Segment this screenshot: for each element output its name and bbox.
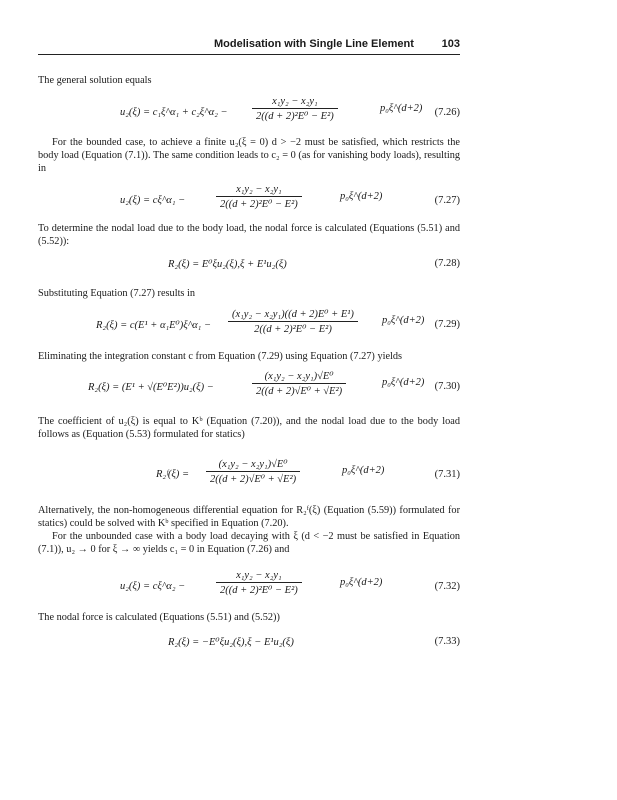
header-rule: [38, 54, 460, 55]
eq-lhs: R₂(ξ) = −E⁰ξu₂(ξ),ξ − E¹u₂(ξ): [168, 637, 294, 648]
eq-lhs: u₂(ξ) = cξ^α₂ −: [120, 581, 186, 592]
equation-7-28: [38, 254, 460, 274]
equation-7-27: [38, 184, 460, 220]
eq-fraction: [206, 458, 300, 485]
eq-fraction: [252, 370, 346, 397]
paragraph-unbounded-case: For the unbounded case with a body load decaying with ξ (d < −2 must be satisfied in Equation (7.1)), u₂ → 0 for ξ → ∞ yields c₁ = 0 in Equation (7.26) and: [38, 531, 460, 555]
equation-number: (7.29): [434, 319, 460, 330]
fraction-bar: [252, 108, 338, 109]
equation-7-31: [38, 458, 460, 494]
eq-tail: p₀ξ^(d+2): [380, 103, 423, 114]
eq-denominator: 2((d + 2)²E⁰ − E²): [220, 199, 298, 210]
eq-fraction: [216, 570, 302, 596]
paragraph-alternatively: Alternatively, the non-homogeneous differential equation for R₂ᶠ(ξ) (Equation (5.59)) formulated for statics) could be solved with Kᵇ specified in Equation (7.20).: [38, 505, 460, 529]
eq-numerator: (x₁y₂ − x₂y₁)√E⁰: [264, 371, 334, 382]
eq-tail: p₀ξ^(d+2): [382, 377, 425, 388]
eq-tail: p₀ξ^(d+2): [382, 315, 425, 326]
eq-lhs: u₂(ξ) = c₁ξ^α₁ + c₂ξ^α₂ −: [120, 107, 228, 118]
header-title: Modelisation with Single Line Element: [214, 38, 414, 50]
eq-lhs: R₂(ξ) = E⁰ξu₂(ξ),ξ + E¹u₂(ξ): [168, 259, 287, 270]
eq-tail: p₀ξ^(d+2): [340, 191, 383, 202]
eq-numerator: (x₁y₂ − x₂y₁)((d + 2)E⁰ + E¹): [232, 309, 354, 320]
paragraph-nodal-force: The nodal force is calculated (Equations (5.51) and (5.52)): [38, 612, 280, 623]
equation-7-29: [38, 308, 460, 344]
paragraph-bounded-case: For the bounded case, to achieve a finite u₂(ξ = 0) d > −2 must be satisfied, which restricts the body load (Equation (7.1)). The same condition leads to c₂ = 0 (as for vanishing body loads), resulting in: [38, 137, 460, 174]
running-header: [214, 38, 460, 50]
fraction-bar: [252, 383, 346, 384]
paragraph-general-solution: The general solution equals: [38, 75, 152, 86]
paragraph-coefficient: The coefficient of u₂(ξ) is equal to Kᵇ (Equation (7.20)), and the nodal load due to the body load follows as (Equation (5.53) formulated for statics): [38, 416, 460, 440]
eq-lhs: R₂ᶠ(ξ) =: [156, 469, 190, 480]
fraction-bar: [216, 196, 302, 197]
page-number: 103: [441, 38, 460, 50]
eq-lhs: R₂(ξ) = (E¹ + √(E⁰E²))u₂(ξ) −: [88, 382, 214, 393]
eq-fraction: [216, 184, 302, 210]
equation-number: (7.32): [434, 581, 460, 592]
equation-7-30: [38, 370, 460, 406]
eq-fraction: [252, 96, 338, 122]
eq-tail: p₀ξ^(d+2): [340, 577, 383, 588]
eq-fraction: [228, 308, 358, 335]
eq-denominator: 2((d + 2)²E⁰ − E²): [254, 324, 332, 335]
paragraph-eliminating: Eliminating the integration constant c from Equation (7.29) using Equation (7.27) yields: [38, 351, 403, 362]
eq-denominator: 2((d + 2)√E⁰ + √E²): [210, 474, 297, 485]
eq-denominator: 2((d + 2)²E⁰ − E²): [256, 111, 334, 122]
equation-number: (7.31): [434, 469, 460, 480]
eq-numerator: x₁y₂ − x₂y₁: [236, 570, 282, 581]
equation-number: (7.26): [434, 107, 460, 118]
eq-denominator: 2((d + 2)²E⁰ − E²): [220, 585, 298, 596]
fraction-bar: [206, 471, 300, 472]
equation-number: (7.27): [434, 195, 460, 206]
eq-numerator: x₁y₂ − x₂y₁: [272, 96, 318, 107]
eq-lhs: R₂(ξ) = c(E¹ + α₁E⁰)ξ^α₁ −: [96, 320, 212, 331]
equation-number: (7.30): [434, 381, 460, 392]
paragraph-substituting: Substituting Equation (7.27) results in: [38, 288, 196, 299]
equation-number: (7.28): [434, 258, 460, 269]
fraction-bar: [216, 582, 302, 583]
eq-numerator: x₁y₂ − x₂y₁: [236, 184, 282, 195]
eq-tail: p₀ξ^(d+2): [342, 465, 385, 476]
eq-lhs: u₂(ξ) = cξ^α₁ −: [120, 195, 186, 206]
equation-7-32: [38, 570, 460, 606]
equation-number: (7.33): [434, 636, 460, 647]
fraction-bar: [228, 321, 358, 322]
equation-7-26: [38, 96, 460, 132]
equation-7-33: [38, 632, 460, 652]
paragraph-nodal-load: To determine the nodal load due to the body load, the nodal force is calculated (Equations (5.51) and (5.52)):: [38, 223, 460, 247]
eq-denominator: 2((d + 2)√E⁰ + √E²): [256, 386, 343, 397]
eq-numerator: (x₁y₂ − x₂y₁)√E⁰: [218, 459, 288, 470]
